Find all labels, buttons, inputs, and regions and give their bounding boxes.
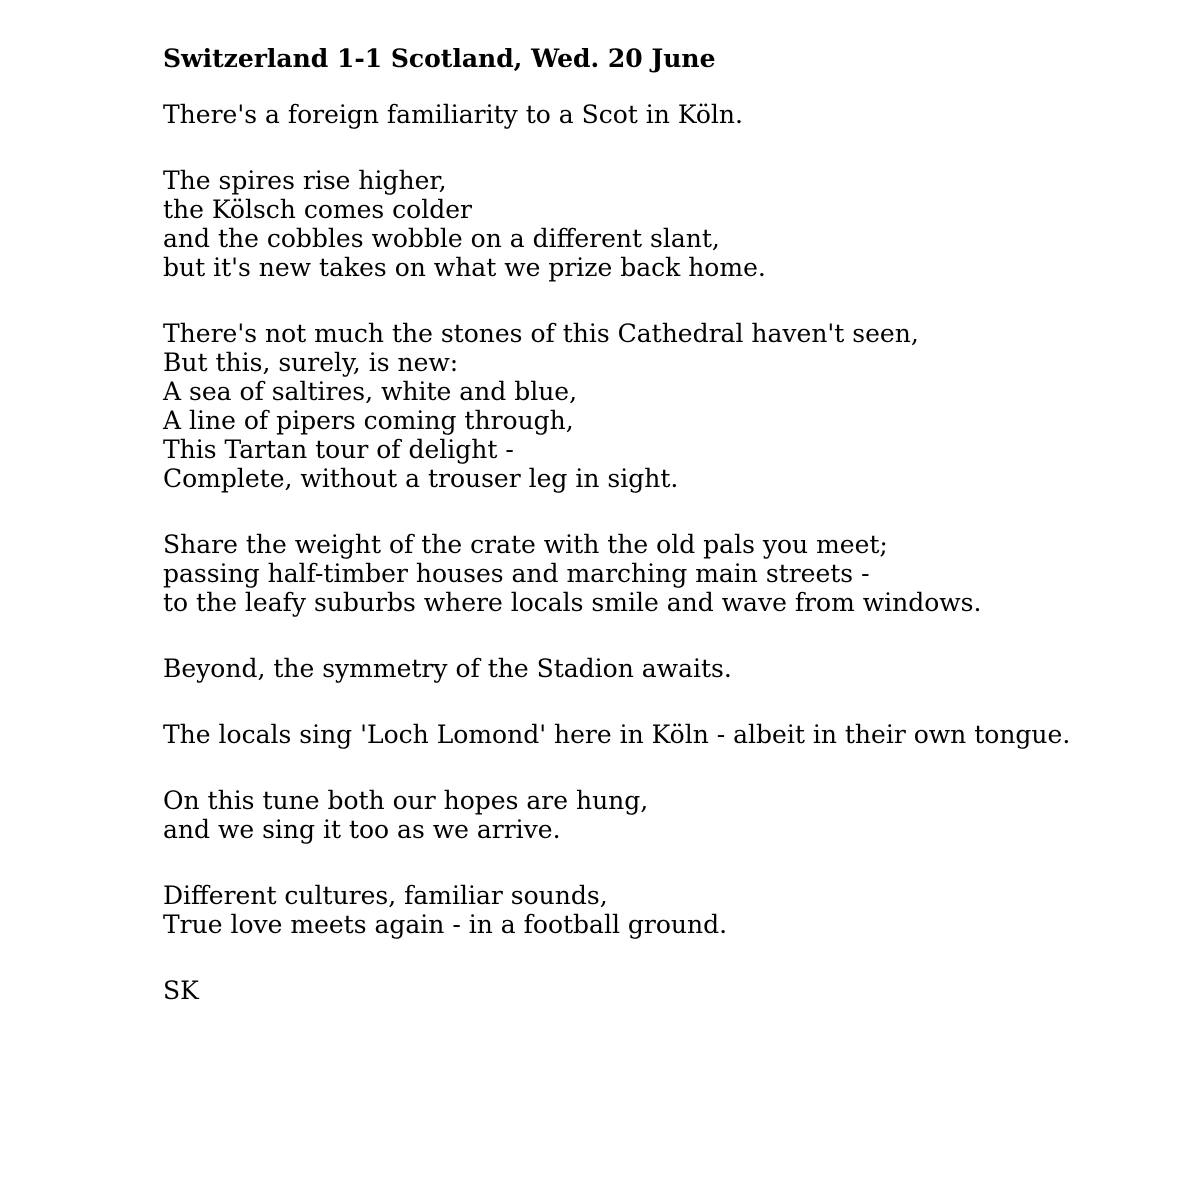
poem-line: and the cobbles wobble on a different slant, [163,224,720,253]
poem-line: There's not much the stones of this Cathedral haven't seen, [163,319,919,348]
poem-title: Switzerland 1-1 Scotland, Wed. 20 June [163,44,716,73]
stanza-3 [163,319,1200,493]
poem-line: and we sing it too as we arrive. [163,815,561,844]
poem-line: But this, surely, is new: [163,348,459,377]
poem-line: Different cultures, familiar sounds, [163,881,608,910]
poem-line: Share the weight of the crate with the old pals you meet; [163,530,888,559]
stanza-6 [163,720,1200,749]
poem-line: Complete, without a trouser leg in sight. [163,464,679,493]
poem-line: to the leafy suburbs where locals smile and wave from windows. [163,588,982,617]
poem-line: the Kölsch comes colder [163,195,472,224]
author-signature: SK [163,976,199,1005]
stanza-5 [163,654,1200,683]
poem-line: A sea of saltires, white and blue, [163,377,578,406]
poem-line: The locals sing 'Loch Lomond' here in Köln - albeit in their own tongue. [163,720,1071,749]
poem-line: passing half-timber houses and marching main streets - [163,559,870,588]
poem-line: On this tune both our hopes are hung, [163,786,649,815]
poem-line: but it's new takes on what we prize back home. [163,253,766,282]
stanza-7 [163,786,1200,844]
stanza-4 [163,530,1200,617]
poem-line: This Tartan tour of delight - [163,435,514,464]
poem-line: The spires rise higher, [163,166,447,195]
poem-line: Beyond, the symmetry of the Stadion awaits. [163,654,732,683]
stanza-2 [163,166,1200,282]
poem-line: True love meets again - in a football ground. [163,910,728,939]
poem-line: There's a foreign familiarity to a Scot in Köln. [163,100,743,129]
stanza-8 [163,881,1200,939]
stanza-1 [163,100,1200,129]
poem-line: A line of pipers coming through, [163,406,574,435]
